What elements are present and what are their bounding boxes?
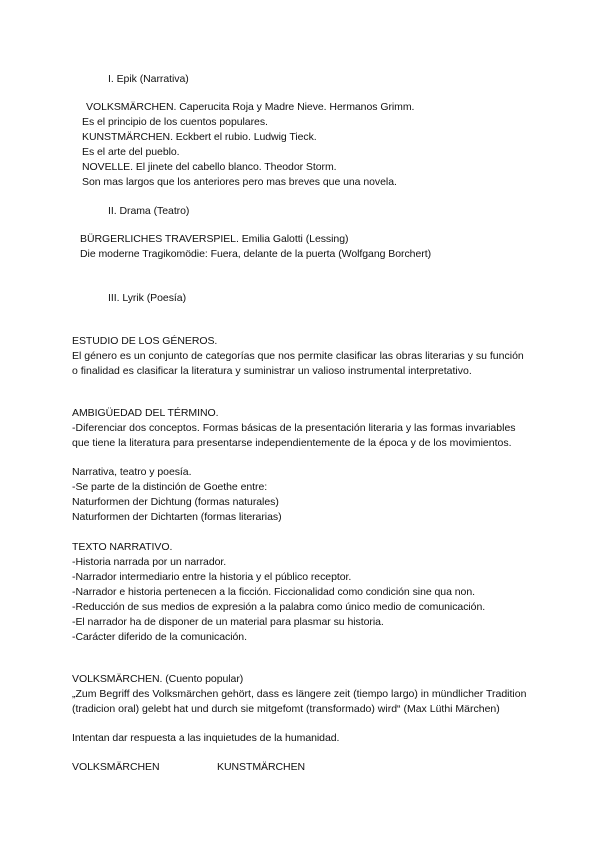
text-line: -Se parte de la distinción de Goethe entre: [72, 481, 268, 493]
text-line: KUNSTMÄRCHEN. Eckbert el rubio. Ludwig Tieck. [82, 131, 317, 143]
column-header-volksmarchen: VOLKSMÄRCHEN [72, 761, 160, 773]
text-line: NOVELLE. El jinete del cabello blanco. Theodor Storm. [82, 161, 337, 173]
heading-estudio: ESTUDIO DE LOS GÉNEROS. [72, 335, 218, 347]
section-heading-epik: I. Epik (Narrativa) [108, 73, 189, 85]
list-item: -Carácter diferido de la comunicación. [72, 631, 247, 643]
list-item: -Historia narrada por un narrador. [72, 556, 227, 568]
text-line: Die moderne Tragikomödie: Fuera, delante de la puerta (Wolfgang Borchert) [80, 248, 432, 260]
paragraph-estudio: El género es un conjunto de categorías que nos permite clasificar las obras literarias y su función o finalidad es clasificar la literatura y suministrar un valioso instrumental interpretativo. [72, 350, 524, 378]
text-line: Naturformen der Dichtung (formas naturales) [72, 496, 279, 508]
paragraph-ambiguedad: -Diferenciar dos conceptos. Formas básicas de la presentación literaria y las formas invariables que tiene la literatura para presentarse independientemente de la época y de los movimientos. [72, 422, 516, 450]
list-item: -Narrador e historia pertenecen a la ficción. Ficcionalidad como condición sine qua non. [72, 586, 475, 598]
text-line: Narrativa, teatro y poesía. [72, 466, 192, 478]
heading-ambiguedad: AMBIGÜEDAD DEL TÉRMINO. [72, 407, 219, 419]
section-heading-lyrik: III. Lyrik (Poesía) [108, 292, 187, 304]
section-heading-drama: II. Drama (Teatro) [108, 205, 190, 217]
list-item: -Reducción de sus medios de expresión a la palabra como único medio de comunicación. [72, 601, 486, 613]
column-header-kunstmarchen: KUNSTMÄRCHEN [217, 761, 306, 773]
heading-texto-narrativo: TEXTO NARRATIVO. [72, 541, 173, 553]
list-item: -El narrador ha de disponer de un material para plasmar su historia. [72, 616, 384, 628]
text-line: Intentan dar respuesta a las inquietudes de la humanidad. [72, 732, 340, 744]
text-line: Son mas largos que los anteriores pero mas breves que una novela. [82, 176, 397, 188]
text-line: BÜRGERLICHES TRAVERSPIEL. Emilia Galotti (Lessing) [80, 233, 349, 245]
text-line: Es el arte del pueblo. [82, 146, 180, 158]
text-line: Naturformen der Dichtarten (formas literarias) [72, 511, 282, 523]
list-item: -Narrador intermediario entre la historia y el público receptor. [72, 571, 352, 583]
heading-volksmarchen: VOLKSMÄRCHEN. (Cuento popular) [72, 673, 244, 685]
text-line: VOLKSMÄRCHEN. Caperucita Roja y Madre Nieve. Hermanos Grimm. [86, 101, 415, 113]
text-line: Es el principio de los cuentos populares. [82, 116, 268, 128]
quote-luthi: „Zum Begriff des Volksmärchen gehört, dass es längere zeit (tiempo largo) in mündlicher Tradition (tradicion oral) gelebt hat und durch sie mitgefomt (transformado) wird“ (Max Lüthi Märchen) [72, 688, 527, 716]
